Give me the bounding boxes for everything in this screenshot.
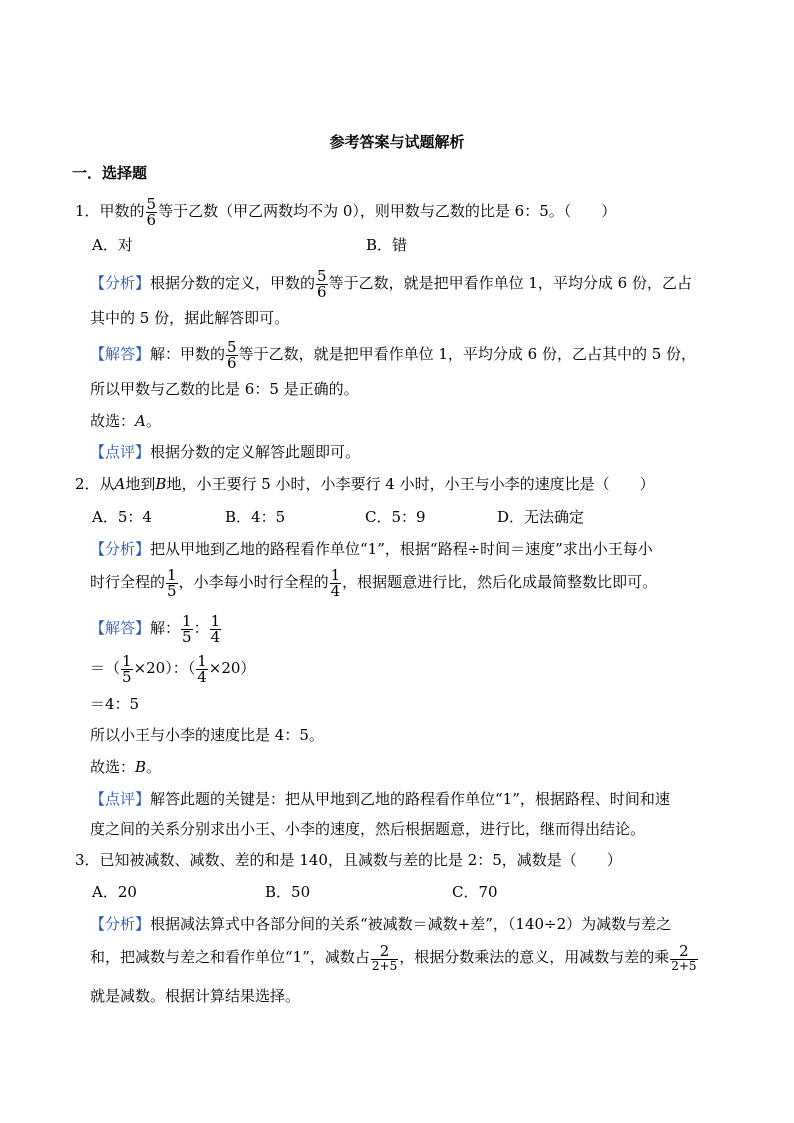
fraction: $\frac{5}{6}$: [317, 266, 327, 301]
question-1: 1．甲数的 $\frac{5}{6}$ 等于乙数（甲乙两数均不为 0），则甲数与乙数的比是 6：5。（ ）: [75, 194, 617, 229]
q3-analysis-line-2: 和，把减数与差之和看作单位“1”，减数占 2 2+5 ，根据分数乘法的意义，用减数与差的乘 2 2+5: [90, 942, 697, 973]
q3-analysis: 【分析】根据减法算式中各部分间的关系“被减数＝减数+差”，（140÷2）为减数与差之: [90, 915, 672, 933]
fraction: $\frac{5}{6}$: [146, 194, 157, 229]
q1-analysis-line-2: 其中的 5 份，据此解答即可。: [90, 309, 290, 327]
q2-option-a: A．5：4: [92, 508, 152, 526]
q3-option-c: C．70: [452, 883, 498, 901]
fraction: $\frac{1}{5}$: [167, 565, 177, 600]
q2-choose: 故选：B。: [90, 758, 162, 776]
fraction: 2 2+5: [371, 942, 398, 973]
comment-tag: 【点评】: [90, 443, 151, 461]
q2-option-b: B．4：5: [225, 508, 286, 526]
q2-option-c: C．5：9: [365, 508, 426, 526]
fraction: $\frac{1}{4}$: [330, 565, 341, 600]
q2-option-d: D．无法确定: [497, 508, 585, 526]
q3-option-b: B．50: [265, 883, 311, 901]
analysis-tag: 【分析】: [90, 274, 151, 292]
q2-answer: 【解答】解： $\frac{1}{5}$ ： $\frac{1}{4}$: [90, 611, 221, 646]
q2-step-2: ＝4：5: [90, 695, 140, 713]
q2-analysis-line-2: 时行全程的 $\frac{1}{5}$ ，小李每小时行全程的 $\frac{1}{4}$ ，根据题意进行比，然后化成最简整数比即可。: [90, 565, 658, 600]
fraction: $\frac{1}{4}$: [210, 611, 221, 646]
q1-option-a: A．对: [92, 236, 133, 254]
q1-comment: 【点评】根据分数的定义解答此题即可。: [90, 443, 361, 461]
page-title: 参考答案与试题解析: [329, 133, 465, 151]
q3-analysis-line-3: 就是减数。根据计算结果选择。: [90, 987, 301, 1005]
q1-analysis: 【分析】根据分数的定义，甲数的 $\frac{5}{6}$ 等于乙数，就是把甲看作单位 1，平均分成 6 份，乙占: [90, 266, 692, 301]
fraction: $\frac{1}{5}$: [182, 611, 192, 646]
q1-choose: 故选：A。: [90, 412, 161, 430]
section-heading: 一．选择题: [72, 164, 148, 182]
question-2: 2．从A地到B地，小王要行 5 小时，小李要行 4 小时，小王与小李的速度比是（ ）: [75, 475, 655, 493]
fraction: $\frac{1}{4}$: [197, 651, 207, 686]
q1-answer-line-2: 所以甲数与乙数的比是 6：5 是正确的。: [90, 380, 359, 398]
fraction: $\frac{1}{5}$: [122, 651, 132, 686]
q2-step-1: ＝（ $\frac{1}{5}$ ×20）：（ $\frac{1}{4}$ ×20）: [90, 651, 256, 686]
q1-answer: 【解答】解：甲数的 $\frac{5}{6}$ 等于乙数，就是把甲看作单位 1，平均分成 6 份，乙占其中的 5 份，: [90, 337, 697, 372]
answer-tag: 【解答】: [90, 345, 151, 363]
q2-comment: 【点评】解答此题的关键是：把从甲地到乙地的路程看作单位“1”，根据路程、时间和速: [90, 790, 670, 808]
question-3: 3．已知被减数、减数、差的和是 140，且减数与差的比是 2：5，减数是（ ）: [75, 851, 622, 869]
q3-option-a: A．20: [92, 883, 137, 901]
q2-conclusion: 所以小王与小李的速度比是 4：5。: [90, 726, 324, 744]
q1-option-b: B．错: [366, 236, 408, 254]
fraction: 2 2+5: [671, 942, 697, 973]
fraction: $\frac{5}{6}$: [227, 337, 237, 372]
q2-comment-line-2: 度之间的关系分别求出小王、小李的速度，然后根据题意，进行比，继而得出结论。: [90, 820, 646, 838]
q2-analysis: 【分析】把从甲地到乙地的路程看作单位“1”，根据“路程÷时间＝速度”求出小王每小: [90, 540, 653, 558]
